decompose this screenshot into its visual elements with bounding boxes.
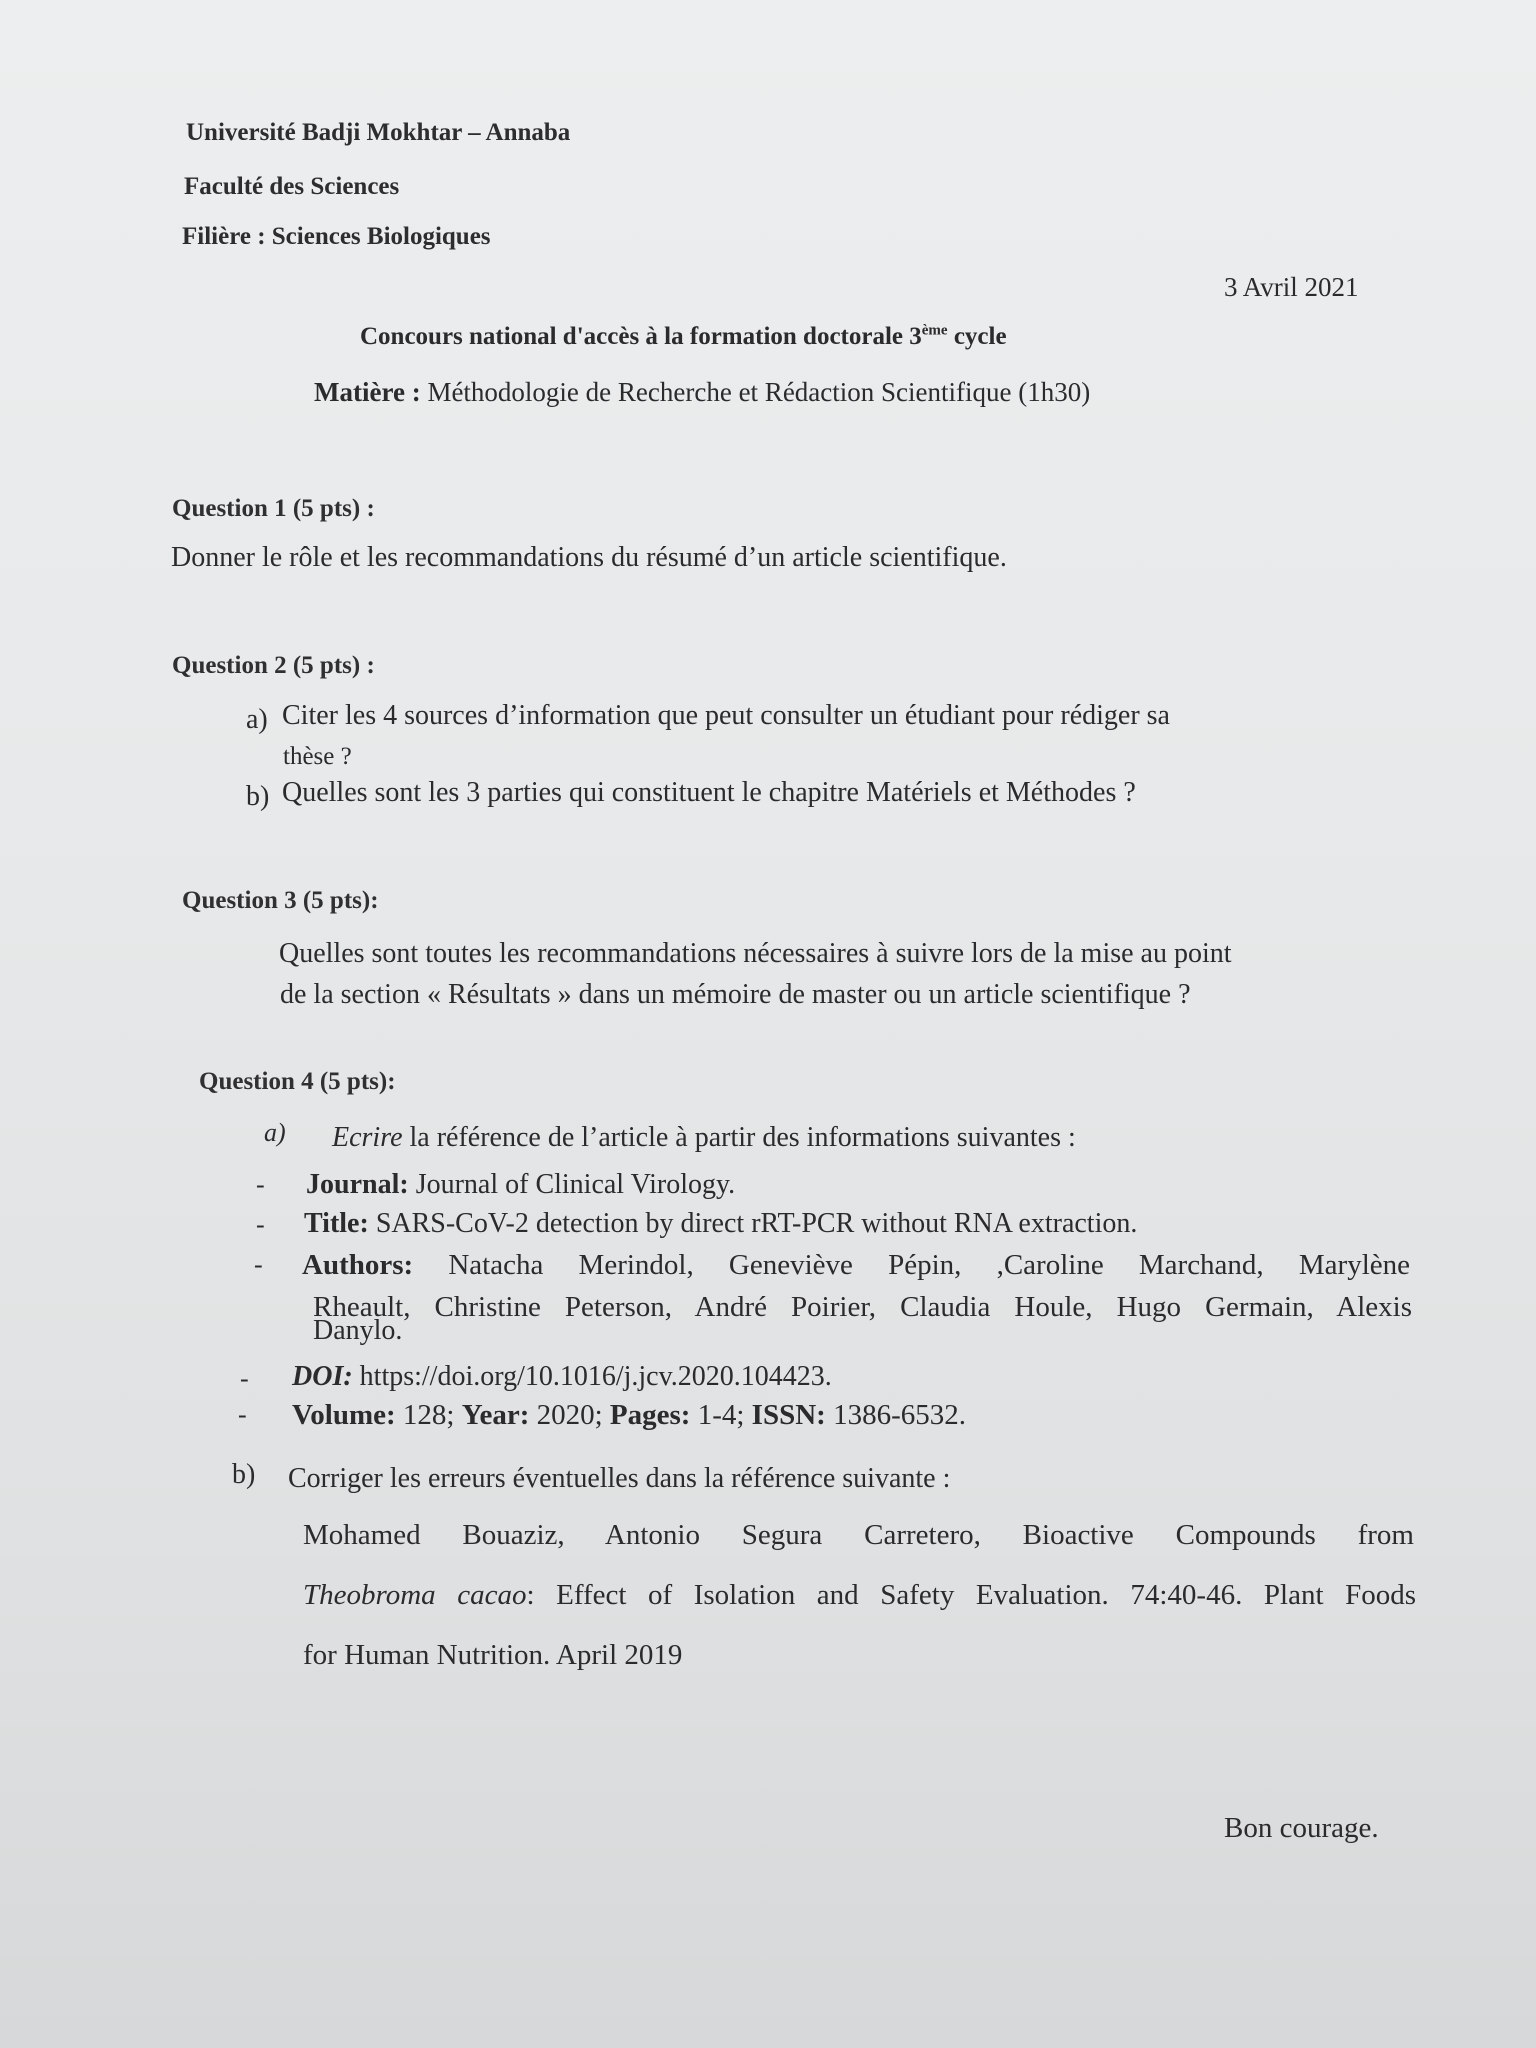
journal-line (306, 1168, 735, 1202)
issn-value: 1386-6532. (825, 1399, 966, 1431)
authors-line2: Rheault, Christine Peterson, André Poirier, Claudia Houle, Hugo Germain, Alexis (313, 1291, 1412, 1323)
exam-title-main: Concours national d'accès à la formation doctorale 3 (360, 323, 922, 350)
bullet-dash: - (254, 1250, 263, 1279)
field-name: Filière : Sciences Biologiques (182, 223, 491, 250)
authors-line1-text: Natacha Merindol, Geneviève Pépin, ,Caroline Marchand, Marylène (413, 1249, 1410, 1281)
article-title-value: SARS-CoV-2 detection by direct rRT-PCR without RNA extraction. (368, 1208, 1138, 1239)
question-2a-line2: thèse ? (283, 743, 352, 770)
question-3-title: Question 3 (5 pts): (182, 887, 379, 914)
bullet-dash: - (238, 1400, 247, 1429)
bullet-dash: - (240, 1364, 249, 1393)
subject-value: Méthodologie de Recherche et Rédaction Scientifique (1h30) (420, 377, 1091, 407)
question-4a-rest: la référence de l’article à partir des informations suivantes : (402, 1122, 1076, 1153)
question-2b-marker: b) (246, 781, 270, 812)
reference-line3: for Human Nutrition. April 2019 (303, 1639, 683, 1671)
bullet-dash: - (256, 1210, 265, 1239)
exam-date: 3 Avril 2021 (1224, 272, 1359, 302)
question-4-title: Question 4 (5 pts): (199, 1068, 396, 1095)
subject-label: Matière : (314, 377, 421, 407)
volume-value: 128; (395, 1399, 462, 1431)
exam-subject (314, 376, 1090, 408)
university-name: Université Badji Mokhtar – Annaba (186, 119, 571, 146)
exam-title (360, 322, 1007, 352)
exam-title-end: cycle (947, 323, 1007, 350)
article-title-line (304, 1207, 1137, 1241)
reference-line2-text: : Effect of Isolation and Safety Evaluation. 74:40-46. Plant Foods (526, 1579, 1416, 1611)
closing-text: Bon courage. (1224, 1812, 1379, 1844)
journal-value: Journal of Clinical Virology. (408, 1169, 736, 1200)
exam-title-sup: ème (921, 322, 948, 339)
question-2b-text: Quelles sont les 3 parties qui constituent le chapitre Matériels et Méthodes ? (282, 777, 1136, 808)
question-1-text: Donner le rôle et les recommandations du résumé d’un article scientifique. (171, 542, 1007, 573)
authors-line3: Danylo. (313, 1315, 403, 1346)
authors-line1 (302, 1248, 1410, 1283)
reference-line1: Mohamed Bouaziz, Antonio Segura Carretero, Bioactive Compounds from (303, 1519, 1414, 1551)
article-title-label: Title: (304, 1208, 369, 1239)
question-3-line2: de la section « Résultats » dans un mémoire de master ou un article scientifique ? (280, 979, 1191, 1010)
volume-label: Volume: (292, 1399, 396, 1431)
bullet-dash: - (256, 1170, 265, 1199)
issn-label: ISSN: (751, 1399, 826, 1431)
question-3-line1: Quelles sont toutes les recommandations nécessaires à suivre lors de la mise au point (279, 938, 1232, 969)
doi-label: DOI: (292, 1361, 353, 1392)
question-2a-line1: Citer les 4 sources d’information que peut consulter un étudiant pour rédiger sa (282, 700, 1170, 731)
question-4b-marker: b) (232, 1459, 256, 1490)
question-2-title: Question 2 (5 pts) : (172, 652, 375, 679)
doi-line (292, 1360, 832, 1394)
faculty-name: Faculté des Sciences (184, 173, 400, 200)
volume-line (292, 1398, 966, 1433)
year-label: Year: (461, 1399, 530, 1431)
reference-species: Theobroma cacao (303, 1579, 527, 1611)
question-4a-first-word: Ecrire (332, 1122, 403, 1153)
question-2a-marker: a) (246, 704, 268, 735)
journal-label: Journal: (306, 1169, 409, 1200)
question-1-title: Question 1 (5 pts) : (172, 495, 375, 522)
year-value: 2020; (529, 1399, 610, 1431)
doi-value: https://doi.org/10.1016/j.jcv.2020.104423. (352, 1361, 832, 1392)
reference-line2 (303, 1578, 1416, 1613)
pages-label: Pages: (609, 1399, 691, 1431)
question-4a-marker: a) (264, 1118, 286, 1147)
question-4b-text: Corriger les erreurs éventuelles dans la référence suivante : (288, 1463, 951, 1494)
pages-value: 1-4; (690, 1399, 752, 1431)
question-4a-text (332, 1121, 1076, 1155)
authors-label: Authors: (302, 1249, 414, 1281)
